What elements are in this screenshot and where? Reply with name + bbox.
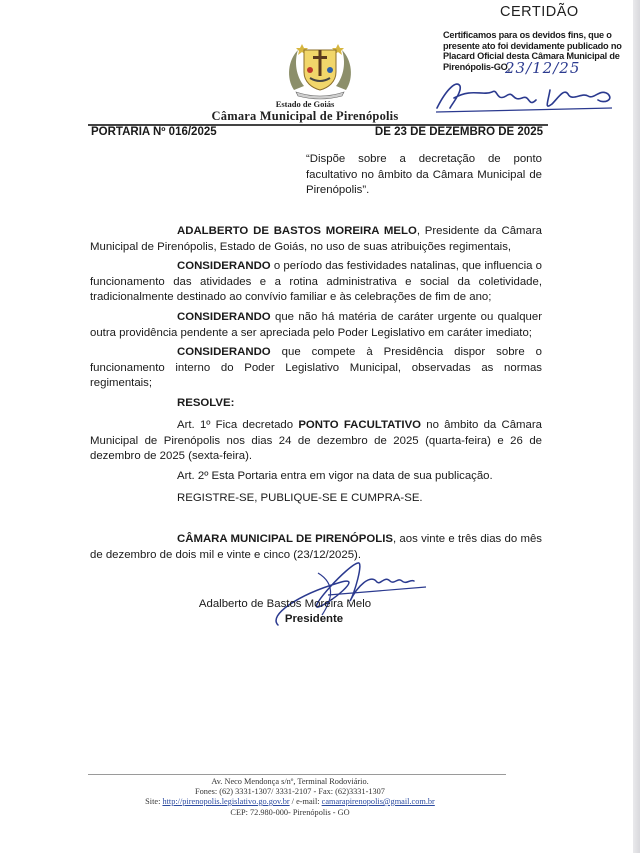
coat-of-arms-icon <box>280 38 360 100</box>
stamp-title: CERTIDÃO <box>500 4 579 20</box>
art1-bold: PONTO FACULTATIVO <box>298 419 422 431</box>
place-text: , aos vinte e três dias do mês de dezembro de dois mil e vinte e cinco (23/12/2025). <box>90 533 542 561</box>
article-1 <box>90 418 542 465</box>
institution-name: Câmara Municipal de Pirenópolis <box>211 109 399 123</box>
closing-formula <box>90 491 542 507</box>
footer-divider <box>88 774 506 775</box>
stamp-text-2: presente ato foi devidamente publicado no <box>443 40 622 51</box>
handwritten-signature-icon <box>432 78 632 118</box>
signatory-name: Adalberto de Bastos Moreira Melo <box>198 598 372 610</box>
stamp-text-1a: Certificamos <box>443 30 499 40</box>
email-link[interactable]: camarapirenopolis@gmail.com.br <box>321 797 435 806</box>
art2-text: Art. 2º Esta Portaria entra em vigor na data de sua publicação. <box>177 470 493 482</box>
portaria-number: PORTARIA Nº 016/2025 <box>91 126 217 138</box>
footer-phones: Fones: (62) 3331-1307/ 3331-2107 - Fax: (62)3331-1307 <box>195 787 385 796</box>
stamp-text-4: Pirenópolis-GO, <box>443 61 510 72</box>
article-2 <box>90 469 542 485</box>
footer-contacts <box>60 797 520 807</box>
considerando-label: CONSIDERANDO <box>177 260 271 272</box>
stamp-text-1b: para os devidos fins, que o <box>498 30 612 40</box>
signatory-role: Presidente <box>284 613 344 625</box>
resolve-label: RESOLVE: <box>177 397 235 409</box>
footer-cep: CEP: 72.980-000- Pirenópolis - GO <box>230 808 350 817</box>
president-name: ADALBERTO DE BASTOS MOREIRA MELO <box>177 225 417 237</box>
email-label: / e-mail: <box>289 797 322 806</box>
considerando-1-text: o período das festividades natalinas, que influencia o funcionamento das atividades e a rotina administrativa e social da coletividade, tradicionalmente destinado ao convívio familiar e às celebrações de fim de ano; <box>90 260 542 304</box>
stamp-handwritten-date: 23/12/25 <box>505 59 581 77</box>
considerando-1 <box>90 259 542 306</box>
preamble-paragraph <box>90 224 542 255</box>
page-edge-shadow <box>633 0 640 853</box>
footer-address: Av. Neco Mendonça s/nº, Terminal Rodoviário. <box>211 777 369 786</box>
closing-text: REGISTRE-SE, PUBLIQUE-SE E CUMPRA-SE. <box>177 492 423 504</box>
stamp-text-3: Placard Oficial desta Câmara Municipal de <box>443 51 620 61</box>
preamble-text: , Presidente da Câmara Municipal de Pirenópolis, Estado de Goiás, no uso de suas atribuições regimentais, <box>90 225 542 253</box>
considerando-3 <box>90 345 542 392</box>
portaria-date: DE 23 DE DEZEMBRO DE 2025 <box>374 126 543 138</box>
considerando-2-text: que não há matéria de caráter urgente ou qualquer outra providência pendente a ser apreciada pelo Poder Legislativo em caráter imediato; <box>90 311 542 339</box>
art1-suffix: no âmbito da Câmara Municipal de Pirenópolis nos dias 24 de dezembro de 2025 (quarta-feira) e 26 de dezembro de 2025 (sexta-feira). <box>90 419 542 463</box>
ementa: “Dispõe sobre a decretação de ponto facultativo no âmbito da Câmara Municipal de Pirenópolis”. <box>306 153 542 196</box>
considerando-3-text: que compete à Presidência dispor sobre o funcionamento interno do Poder Legislativo Municipal, observadas as normas regimentais; <box>90 346 542 390</box>
state-name: Estado de Goiás <box>275 99 335 109</box>
art1-prefix: Art. 1º Fica decretado <box>177 419 299 431</box>
considerando-label: CONSIDERANDO <box>177 346 271 358</box>
considerando-label: CONSIDERANDO <box>177 311 271 323</box>
site-link[interactable]: http://pirenopolis.legislativo.go.gov.br <box>162 797 290 806</box>
considerando-2 <box>90 310 542 341</box>
resolve-heading <box>90 396 542 412</box>
site-label: Site: <box>145 797 163 806</box>
place-bold: CÂMARA MUNICIPAL DE PIRENÓPOLIS <box>177 533 393 545</box>
